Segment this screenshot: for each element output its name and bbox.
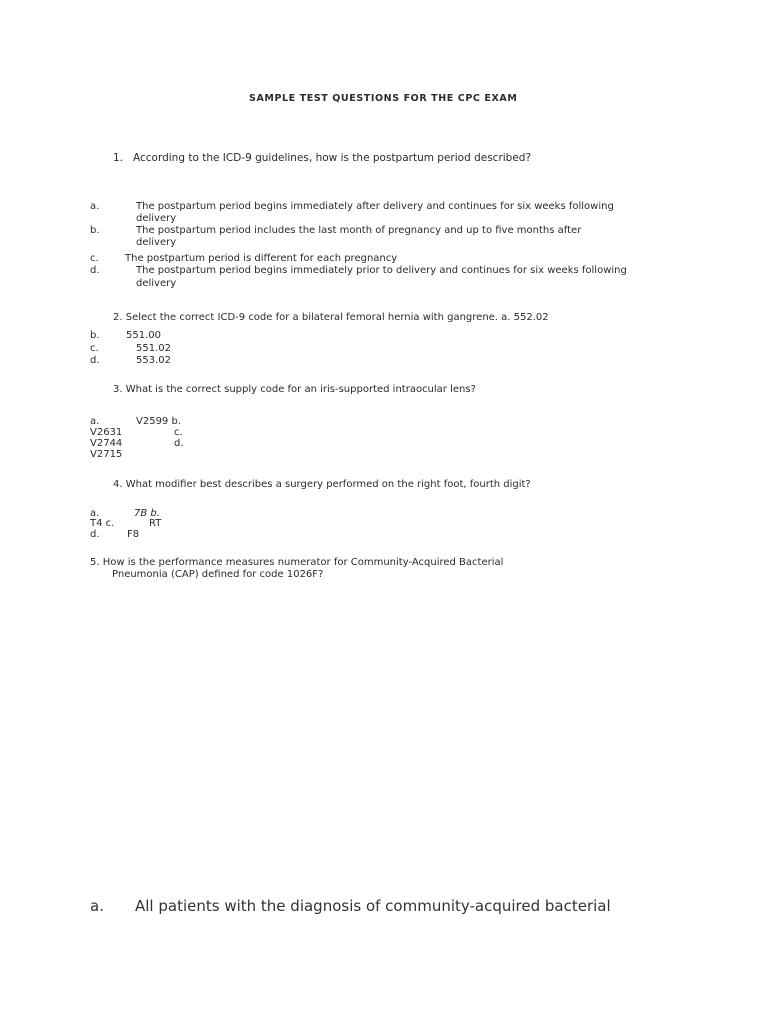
- q4-option-d-letter: d.: [90, 529, 100, 540]
- question-4-text: 4. What modifier best describes a surgery performed on the right foot, fourth digit?: [113, 479, 531, 490]
- question-3-text: 3. What is the correct supply code for an iris-supported intraocular lens?: [113, 384, 476, 395]
- question-5-line1: 5. How is the performance measures numerator for Community-Acquired Bacterial: [90, 557, 504, 568]
- q1-option-c-letter: c.: [90, 253, 99, 264]
- q1-option-a-line2: delivery: [136, 213, 177, 224]
- q1-option-b-letter: b.: [90, 225, 100, 236]
- q1-option-d-line1: The postpartum period begins immediately prior to delivery and continues for six weeks following: [136, 265, 627, 276]
- q3-option-a-value: V2599 b.: [136, 416, 181, 427]
- q2-option-b-letter: b.: [90, 330, 100, 341]
- question-1-number: 1.: [113, 152, 124, 164]
- q4-option-a-letter: a.: [90, 508, 100, 519]
- page-title: SAMPLE TEST QUESTIONS FOR THE CPC EXAM: [249, 93, 518, 104]
- q2-option-b-value: 551.00: [126, 330, 161, 341]
- q1-option-d-line2: delivery: [136, 278, 177, 289]
- q3-option-c-letter: c.: [174, 427, 183, 438]
- q1-option-b-line1: The postpartum period includes the last month of pregnancy and up to five months after: [136, 225, 582, 236]
- question-2-text: 2. Select the correct ICD-9 code for a bilateral femoral hernia with gangrene. a. 552.02: [113, 312, 549, 323]
- q1-option-d-letter: d.: [90, 265, 100, 276]
- question-1-text: According to the ICD-9 guidelines, how is the postpartum period described?: [133, 152, 532, 164]
- q2-option-c-value: 551.02: [136, 343, 171, 354]
- q1-option-b-line2: delivery: [136, 237, 177, 248]
- q4-option-c-value: RT: [149, 518, 162, 529]
- q1-option-a-line1: The postpartum period begins immediately after delivery and continues for six weeks following: [136, 201, 614, 212]
- q1-option-c-line1: The postpartum period is different for each pregnancy: [125, 253, 398, 264]
- q2-option-d-letter: d.: [90, 355, 100, 366]
- q3-line-2: V2631: [90, 427, 123, 438]
- q3-option-a-letter: a.: [90, 416, 100, 427]
- q2-option-c-letter: c.: [90, 343, 99, 354]
- q4-option-a-value: 7B b.: [134, 508, 160, 519]
- q3-option-d-letter: d.: [174, 438, 184, 449]
- q4-option-d-value: F8: [127, 529, 140, 540]
- q3-line-4: V2715: [90, 449, 123, 460]
- q1-option-a-letter: a.: [90, 201, 100, 212]
- q3-line-3: V2744: [90, 438, 123, 449]
- q5-option-a-letter: a.: [90, 897, 104, 915]
- q5-option-a-text: All patients with the diagnosis of community-acquired bacterial: [135, 897, 611, 915]
- question-5-line2: Pneumonia (CAP) defined for code 1026F?: [112, 569, 324, 580]
- q2-option-d-value: 553.02: [136, 355, 171, 366]
- q4-line-2: T4 c.: [90, 518, 115, 529]
